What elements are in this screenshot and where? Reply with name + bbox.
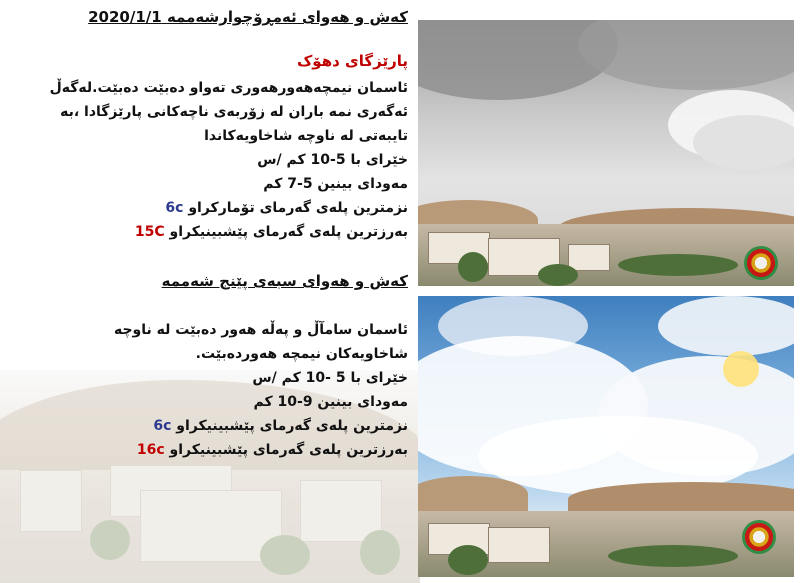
tomorrow-max-temp: بەرزترین پلەی گەرمای پێشبینیکراو 16c [136, 442, 408, 458]
today-forecast [50, 76, 408, 244]
clear-sky-photo [418, 296, 794, 577]
today-line: تایبەتی لە ناوچە شاخاویەکاندا [204, 128, 408, 144]
location-heading: پارێزگای دهۆک [296, 52, 408, 70]
today-max-value: 15C [134, 224, 165, 240]
today-line: خێرای با 5-10 کم /س [257, 152, 408, 168]
sun-icon [723, 351, 759, 387]
tomorrow-line: مەودای بینین 9-10 کم [253, 394, 408, 410]
tomorrow-min-value: 6c [153, 418, 172, 434]
tomorrow-line: شاخاویەکان نیمچە هەوردەبێت. [195, 346, 408, 362]
today-line: مەودای بینین 5-7 کم [263, 176, 408, 192]
tomorrow-line: ئاسمان سامآڵ و پەڵە هەور دەبێت لە ناوچە [113, 322, 408, 338]
tomorrow-forecast [114, 318, 408, 462]
page-title [88, 8, 408, 26]
today-min-value: 6c [165, 200, 184, 216]
channel-logo-icon [742, 520, 776, 554]
overcast-sky-photo [418, 20, 794, 286]
title-date: 2020/1/1 [88, 8, 162, 26]
today-max-temp: بەرزترین پلەی گەرمای پێشبینیکراو 15C [134, 224, 408, 240]
tomorrow-min-temp: نزمترین پلەی گەرمای پێشبینیکراو 6c [153, 418, 408, 434]
tomorrow-heading: کەش و هەوای سبەی پێنج شەممە [161, 272, 408, 290]
title-prefix: کەش و هەوای ئەمڕۆچوارشەممە [166, 8, 408, 26]
channel-logo-icon [744, 246, 778, 280]
today-min-temp: نزمترین پلەی گەرمای تۆمارکراو 6c [165, 200, 408, 216]
tomorrow-max-value: 16c [136, 442, 165, 458]
tomorrow-line: خێرای با 5 -10 کم /س [252, 370, 408, 386]
today-line: ئاسمان نیمچەهەورهەوری تەواو دەبێت دەبێت.لەگەڵ [49, 80, 408, 96]
today-line: ئەگەری نمە باران لە زۆربەی ناچەکانی پارێزگادا ،بە [60, 104, 408, 120]
